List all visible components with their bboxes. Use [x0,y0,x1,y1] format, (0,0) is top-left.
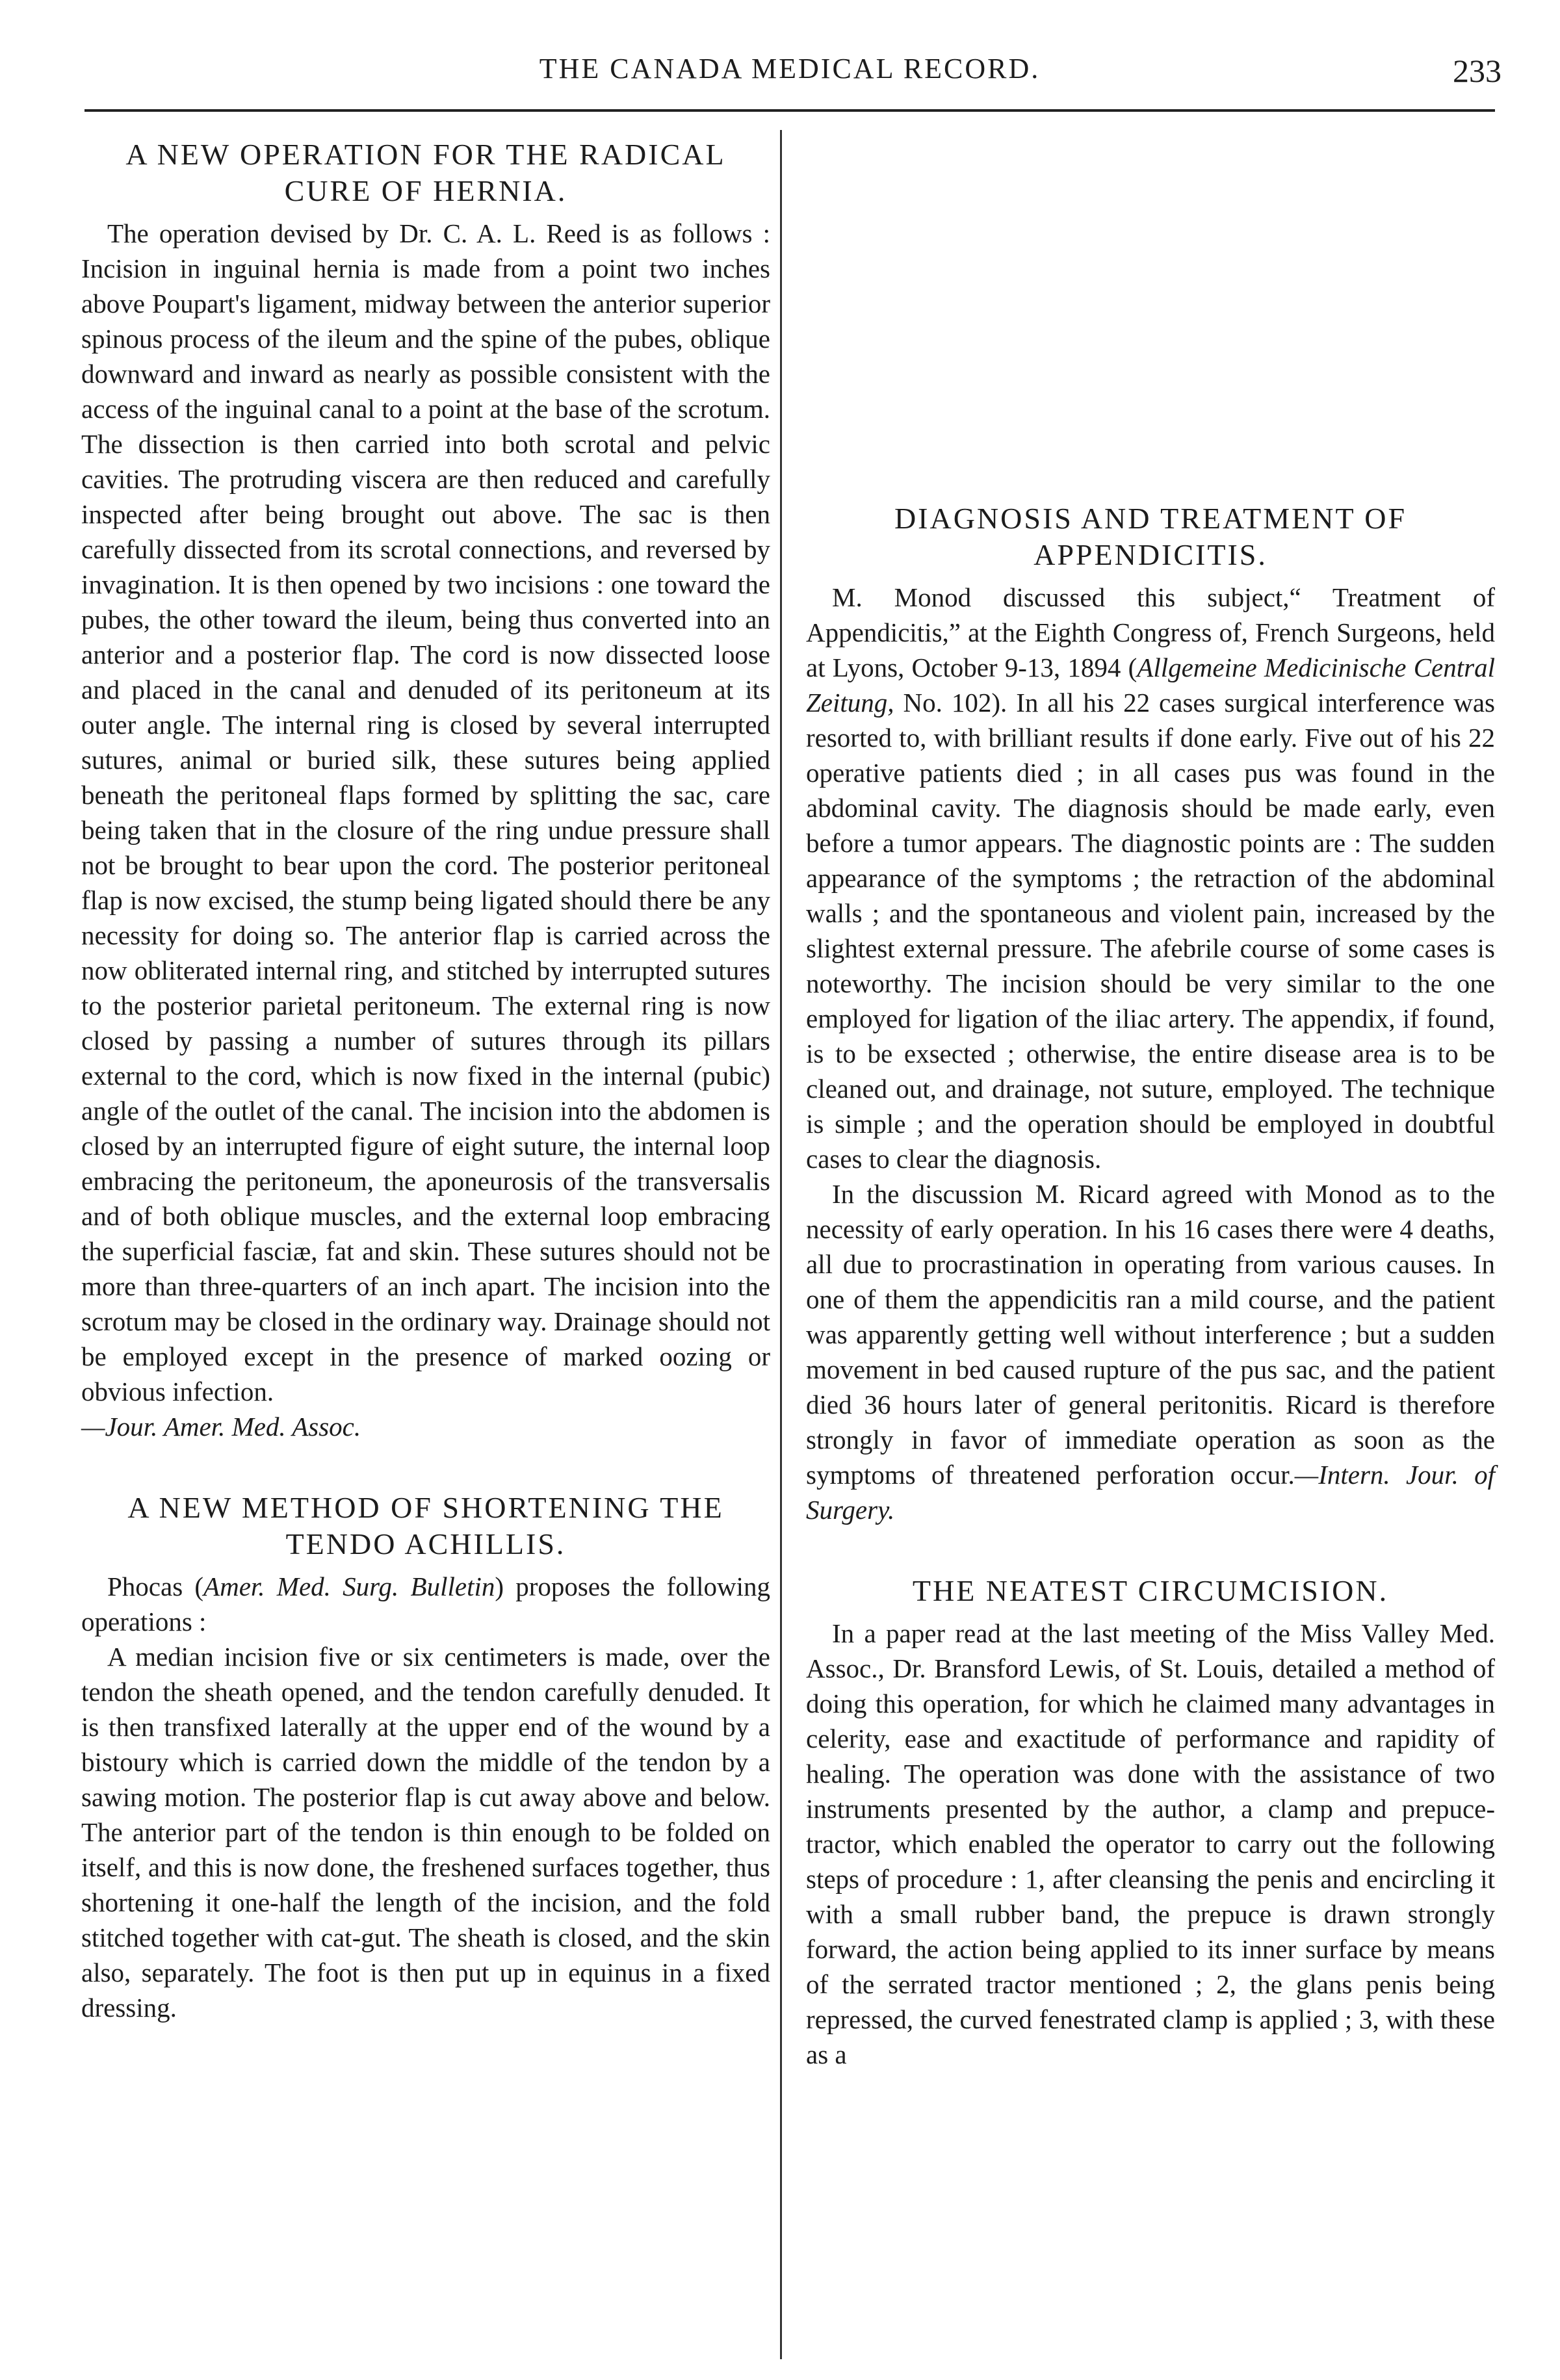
tendo-continuation-space [806,136,1495,500]
article-appendicitis [806,500,1495,1527]
article-title: A NEW METHOD OF SHORTENING THE TENDO ACHILLIS. [127,1491,724,1560]
left-column [81,136,770,2025]
running-head: THE CANADA MEDICAL RECORD. [539,53,1041,84]
page-header [78,52,1502,104]
spacer [81,1444,770,1490]
article-source [81,1409,770,1444]
article-title: THE NEATEST CIRCUMCISION. [912,1574,1389,1607]
spacer [806,1527,1495,1573]
intro-rest: ) proposes the following operations : [81,1572,770,1636]
page-number: 233 [1453,53,1502,89]
article-body-2 [806,1176,1495,1527]
intro-author: Phocas ( [107,1572,204,1601]
column-divider [780,130,782,2359]
article-body: The operation devised by Dr. C. A. L. Reed is as follows : Incision in inguinal hernia is made from a point two inches above Poupart's ligament, midway between the anterior superior spinous process of the ileum and the spine of the pubes, oblique downward and inward as nearly as possible consistent with the access of the inguinal canal to a point at the base of the scrotum. The dissection is then carried into both scrotal and pelvic cavities. The protruding viscera are then reduced and carefully inspected after being brought out above. The sac is then carefully dissected from its scrotal connections, and reversed by invagination. It is then opened by two incisions : one toward the pubes, the other toward the ileum, being thus converted into an anterior and a posterior flap. The cord is now dissected loose and placed in the canal and denuded of its peritoneum at its outer angle. The internal ring is closed by several interrupted sutures, animal or buried silk, these sutures being applied beneath the peritoneal flaps formed by splitting the sac, care being taken that in the closure of the ring undue pressure shall not be brought to bear upon the cord. The posterior peritoneal flap is now excised, the stump being ligated should there be any necessity for doing so. The anterior flap is carried across the now obliterated internal ring, and stitched by interrupted sutures to the posterior parietal peritoneum. The external ring is now closed by passing a number of sutures through its pillars external to the cord, which is now fixed in the internal (pubic) angle of the outlet of the canal. The incision into the abdomen is closed by an interrupted figure of eight suture, the internal loop embracing the peritoneum, the aponeurosis of the transversalis and of both oblique muscles, and the external loop embracing the superficial fasciæ, fat and skin. These sutures should not be more than three-quarters of an inch apart. The incision into the scrotum may be closed in the ordinary way. Drainage should not be employed except in the presence of marked oozing or obvious infection. [81,218,770,1406]
article-tendo-achillis [81,1490,770,2025]
body-part-a: M. Monod discussed this subject,“ Treatment of Appendicitis,” at the Eighth Congress of, French Surgeons, held at Lyons, October 9-13, 1894 ( [806,582,1495,682]
article-title: DIAGNOSIS AND TREATMENT OF APPENDICITIS. [894,502,1407,571]
article-circumcision [806,1573,1495,2072]
intro-source: Amer. Med. Surg. Bulletin [203,1572,495,1601]
header-rule [84,109,1495,112]
source-citation: —Jour. Amer. Med. Assoc. [81,1412,361,1442]
article-title: A NEW OPERATION FOR THE RADICAL CURE OF HERNIA. [125,138,726,207]
body-part-b: No. 102). In all his 22 cases surgical interference was resorted to, with brilliant results if done early. Five out of his 22 operative patients died ; in all cases pus was found in the abdominal cavity. The diagnosis should be made early, even before a tumor appears. The diagnostic points are : The sudden appearance of the symptoms ; the retraction of the abdominal walls ; and the spontaneous and violent pain, increased by the slightest external pressure. The afebrile course of some cases is noteworthy. The incision should be very similar to the one employed for ligation of the iliac artery. The appendix, if found, is to be exsected ; otherwise, the entire disease area is to be cleaned out, and drainage, not suture, employed. The technique is simple ; and the operation should be employed in doubtful cases to clear the diagnosis. [806,688,1495,1174]
article-hernia [81,136,770,1444]
article-body: In a paper read at the last meeting of the Miss Valley Med. Assoc., Dr. Bransford Lewis, of St. Louis, detailed a method of doing this operation, for which he claimed many advantages in celerity, ease and exactitude of performance and rapidity of healing. The operation was done with the assistance of two instruments presented by the author, a clamp and prepuce-tractor, which enabled the operator to carry out the following steps of procedure : 1, after cleansing the penis and encircling it with a small rubber band, the prepuce is drawn strongly forward, the action being applied to its inner surface by means of the serrated tractor mentioned ; 2, the glans penis being repressed, the curved fenestrated clamp is applied ; 3, with these as a [806,1618,1495,2069]
article-body: A median incision five or six centimeters is made, over the tendon the sheath opened, and the tendon carefully denuded. It is then transfixed laterally at the upper end of the wound by a bistoury which is carried down the middle of the tendon by a sawing motion. The posterior flap is cut away above and below. The anterior part of the tendon is thin enough to be folded on itself, and this is now done, the freshened surfaces together, thus shortening it one-half the length of the incision, and the fold stitched together with cat-gut. The sheath is closed, and the skin also, separately. The foot is then put up in equinus in a fixed dressing. [81,1642,770,2023]
article-intro [81,1569,770,1639]
body-text: In the discussion M. Ricard agreed with Monod as to the necessity of early operation. In his 16 cases there were 4 deaths, all due to procrastination in operating from various causes. In one of them the appendicitis ran a mild course, and the patient was apparently getting well without interference ; but a sudden movement in bed caused rupture of the pus sac, and the patient died 36 hours later of general peritonitis. Ricard is therefore strongly in favor of immediate operation as soon as the symptoms of threatened perforation occur. [806,1179,1495,1490]
article-body [806,580,1495,1176]
right-column [806,136,1495,2072]
source-citation: —Intern. Jour. of Surgery. [806,1460,1496,1525]
body-source: Allgemeine Medicinische Central Zeitung, [806,653,1495,718]
